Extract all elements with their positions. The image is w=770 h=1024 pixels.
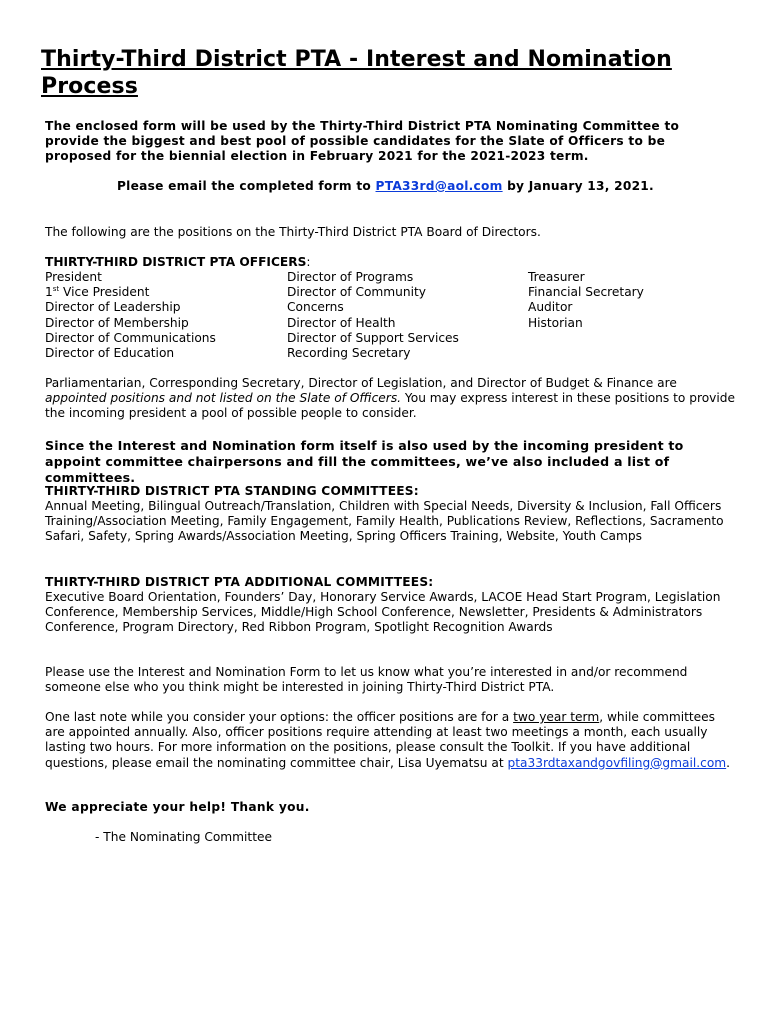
officers-column-2 bbox=[287, 270, 459, 361]
submission-email-link[interactable]: PTA33rd@aol.com bbox=[375, 179, 503, 193]
officer-item bbox=[45, 285, 216, 300]
appointed-positions-paragraph bbox=[45, 376, 735, 422]
officer-item: President bbox=[45, 270, 102, 284]
officers-heading bbox=[45, 255, 735, 270]
please-use-paragraph: Please use the Interest and Nomination Form to let us know what you’re interested in and/or recommend someone else who you think might be interested in joining Thirty-Third District PTA. bbox=[45, 665, 688, 695]
thank-you-line: We appreciate your help! Thank you. bbox=[45, 800, 310, 814]
intro-paragraph: The enclosed form will be used by the Thirty-Third District PTA Nominating Committee to provide the biggest and best pool of possible candidates for the Slate of Officers to be proposed for the biennial election in February 2021 for the 2021-2023 term. bbox=[45, 119, 680, 164]
vp-number: 1 bbox=[45, 285, 53, 300]
officer-item: Director of Health bbox=[287, 315, 396, 330]
appointed-part1: Parliamentarian, Corresponding Secretary, Director of Legislation, and Director of Budget & Finance are bbox=[45, 376, 677, 390]
officer-item: Financial Secretary bbox=[528, 285, 644, 300]
officer-item: Director of Communications bbox=[45, 330, 216, 345]
officer-item: Director of Leadership bbox=[45, 300, 181, 315]
officer-item: Director of Programs bbox=[287, 270, 414, 284]
one-last-note-paragraph bbox=[45, 710, 735, 771]
additional-committees-list: Executive Board Orientation, Founders’ Day, Honorary Service Awards, LACOE Head Start Program, Legislation Conference, Membership Services, Middle/High School Conference, Newsletter, Presidents & Administrators Conference, Program Directory, Red Ribbon Program, Spotlight Recognition Awards bbox=[45, 590, 721, 635]
one-last-part1: One last note while you consider your options: the officer positions are for a bbox=[45, 710, 514, 724]
officer-item: Recording Secretary bbox=[287, 346, 411, 361]
vp-ordinal: st bbox=[52, 285, 60, 294]
appointed-italic: appointed positions and not listed on the Slate of Officers. bbox=[45, 391, 402, 406]
email-instruction-before: Please email the completed form to bbox=[117, 179, 376, 193]
officer-item: Director of Membership bbox=[45, 315, 189, 330]
one-last-part3: . bbox=[726, 755, 731, 770]
officers-heading-text: THIRTY-THIRD DISTRICT PTA OFFICERS bbox=[45, 255, 307, 269]
one-last-part2: , while committees are appointed annually. Also, officer positions require attending at least two meetings a month, each usually lasting two hours. For more information on the positions, please consult the Toolkit. If you have additional questions, please email the nominating committee chair, Lisa Uyematsu at bbox=[45, 710, 715, 770]
officers-column-1 bbox=[45, 270, 216, 361]
chair-email-link[interactable]: pta33rdtaxandgovfiling@gmail.com bbox=[507, 755, 727, 770]
standing-committees-heading: THIRTY-THIRD DISTRICT PTA STANDING COMMITTEES: bbox=[45, 484, 419, 498]
officers-heading-colon: : bbox=[306, 255, 311, 269]
additional-committees-heading: THIRTY-THIRD DISTRICT PTA ADDITIONAL COMMITTEES: bbox=[45, 575, 434, 589]
officer-item: Director of Community bbox=[287, 285, 426, 300]
officers-column-3 bbox=[528, 270, 644, 331]
officer-item: Auditor bbox=[528, 300, 573, 315]
officer-item: Director of Education bbox=[45, 346, 175, 361]
signoff: - The Nominating Committee bbox=[95, 830, 272, 844]
appointed-part2: You may express interest in these positions to provide the incoming president a pool of possible people to consider. bbox=[45, 391, 735, 421]
two-year-term: two year term bbox=[513, 710, 600, 724]
email-instruction-after: by January 13, 2021. bbox=[502, 179, 654, 193]
email-instruction bbox=[117, 179, 770, 194]
officer-item: Historian bbox=[528, 315, 583, 330]
officer-item: Treasurer bbox=[528, 270, 585, 284]
positions-intro: The following are the positions on the Thirty-Third District PTA Board of Directors. bbox=[45, 225, 541, 239]
committees-intro: Since the Interest and Nomination form itself is also used by the incoming president to appoint committee chairpersons and fill the committees, we’ve also included a list of committees. bbox=[45, 438, 684, 485]
vp-label: Vice President bbox=[63, 285, 150, 300]
standing-committees-list: Annual Meeting, Bilingual Outreach/Translation, Children with Special Needs, Diversity & Inclusion, Fall Officers Training/Association Meeting, Family Engagement, Family Health, Publications Review, Reflections, Sacramento Safari, Safety, Spring Awards/Association Meeting, Spring Officers Training, Website, Youth Camps bbox=[45, 499, 724, 544]
page-title: Thirty-Third District PTA - Interest and Nomination Process bbox=[41, 47, 672, 99]
officer-item: Concerns bbox=[287, 300, 344, 315]
officer-item: Director of Support Services bbox=[287, 330, 459, 345]
